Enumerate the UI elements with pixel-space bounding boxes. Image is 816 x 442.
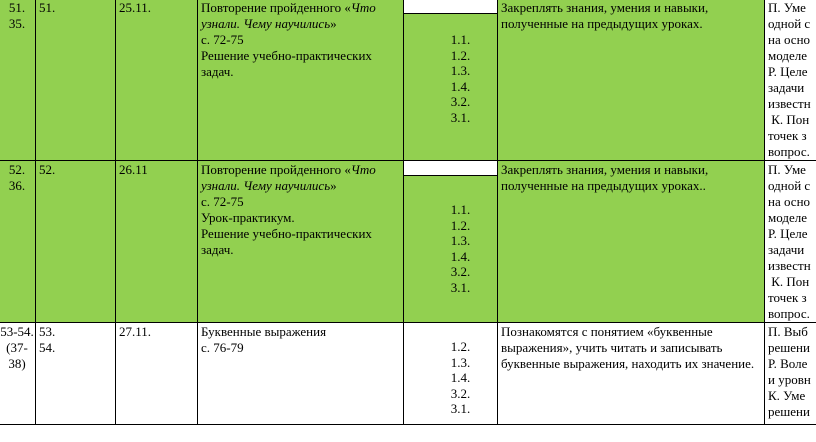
topic-prefix: Повторение пройденного «	[201, 162, 351, 177]
lesson-number: 52.	[39, 162, 56, 177]
topic-line-2	[201, 178, 401, 194]
uud-line: вопрос.	[768, 306, 810, 321]
uud-cell	[765, 323, 816, 425]
uud-line: Р. Воле	[768, 356, 808, 371]
uud-line: и уровн	[768, 372, 811, 387]
uud-line: задачи	[768, 242, 805, 257]
lesson-date: 27.11.	[119, 324, 152, 339]
topic-cell	[198, 0, 404, 161]
topic-line-1	[201, 0, 401, 16]
uud-line: решени	[768, 340, 810, 355]
lesson-type-2: задач.	[201, 242, 234, 257]
uud-line: К. Пон	[768, 274, 810, 289]
uud-cell	[765, 161, 816, 323]
row-number-alt: (37-	[6, 340, 28, 355]
row-number-alt-2: 38)	[8, 356, 26, 371]
uud-line: решени	[768, 404, 810, 419]
topic-pages: с. 72-75	[201, 32, 244, 47]
code-item: 1.2.	[450, 217, 471, 233]
goal-line-2: полученные на предыдущих уроках.	[501, 16, 703, 31]
topic-line-1	[201, 162, 401, 178]
code-item: 3.1.	[450, 401, 471, 416]
uud-line: П. Уме	[768, 0, 806, 15]
table-row	[0, 0, 816, 161]
lesson-number-cell	[36, 0, 116, 161]
uud-line: известн	[768, 258, 811, 273]
row-number-cell	[0, 0, 36, 161]
uud-line: П. Уме	[768, 162, 806, 177]
goal-line-2: выражения», учить читать и записывать	[501, 340, 723, 355]
uud-line: К. Пон	[768, 112, 810, 127]
lesson-type-0: Урок-практикум.	[201, 210, 295, 225]
goal-line-1: Закреплять знания, умения и навыки,	[501, 162, 709, 177]
row-number: 53-54.	[0, 324, 34, 339]
code-item: 3.2.	[450, 264, 471, 279]
row-number-alt: 35.	[8, 16, 26, 31]
topic-italic-2: узнали. Чему научились	[201, 178, 331, 193]
topic-cell	[198, 161, 404, 323]
row-number-cell	[0, 161, 36, 323]
table-row	[0, 323, 816, 425]
goal-line-3: буквенные выражения, находить их значение.	[501, 356, 755, 371]
lesson-number-cell	[36, 161, 116, 323]
uud-line: на осно	[768, 194, 811, 209]
code-list	[404, 176, 497, 295]
lesson-number-cell	[36, 323, 116, 425]
codes-cell	[404, 161, 498, 323]
code-item: 1.4.	[450, 248, 471, 264]
topic-suffix: »	[330, 178, 337, 193]
uud-line: К. Уме	[768, 388, 806, 403]
uud-line: Р. Целе	[768, 226, 808, 241]
topic-italic-2: узнали. Чему научились	[201, 16, 331, 31]
row-number-cell	[0, 323, 36, 425]
goal-cell	[498, 161, 765, 323]
date-cell	[116, 0, 198, 161]
goal-line-1: Познакомятся с понятием «буквенные	[501, 324, 713, 339]
row-number-alt: 36.	[8, 178, 26, 193]
code-list	[404, 14, 497, 125]
lesson-type-2: задач.	[201, 64, 234, 79]
uud-line: одной с	[768, 16, 811, 31]
uud-line: задачи	[768, 80, 805, 95]
code-item: 3.1.	[450, 109, 471, 125]
date-cell	[116, 323, 198, 425]
code-item: 1.2.	[450, 47, 471, 63]
table-row	[0, 161, 816, 323]
uud-line: моделе	[768, 210, 807, 225]
topic-line-2	[201, 16, 401, 32]
code-item: 1.3.	[450, 354, 471, 370]
goal-cell	[498, 323, 765, 425]
code-item: 3.2.	[450, 94, 471, 109]
goal-line-2: полученные на предыдущих уроках..	[501, 178, 706, 193]
code-header-box	[404, 0, 498, 14]
uud-line: вопрос.	[768, 144, 810, 159]
uud-line: Р. Целе	[768, 64, 808, 79]
code-item: 1.4.	[450, 78, 471, 94]
code-item: 1.2.	[450, 339, 471, 354]
uud-line: точек з	[768, 128, 807, 143]
code-item: 1.3.	[450, 233, 471, 248]
uud-line: известн	[768, 96, 811, 111]
topic-italic-1: Что	[350, 0, 376, 15]
goal-cell	[498, 0, 765, 161]
goal-line-1: Закреплять знания, умения и навыки,	[501, 0, 709, 15]
lesson-type-1: Решение учебно-практических	[201, 226, 372, 241]
uud-line: моделе	[768, 48, 807, 63]
date-cell	[116, 161, 198, 323]
uud-line: точек з	[768, 290, 807, 305]
lesson-date: 25.11.	[119, 0, 152, 15]
code-header-box	[404, 161, 498, 176]
uud-line: на осно	[768, 32, 811, 47]
code-item: 1.1.	[450, 32, 471, 47]
topic-cell	[198, 323, 404, 425]
topic-italic-1: Что	[350, 162, 376, 177]
topic-title: Буквенные выражения	[201, 324, 327, 339]
topic-pages: с. 76-79	[201, 340, 244, 355]
uud-cell	[765, 0, 816, 161]
topic-suffix: »	[330, 16, 337, 31]
row-number: 51.	[8, 0, 26, 15]
codes-cell	[404, 323, 498, 425]
uud-line: одной с	[768, 178, 811, 193]
code-item: 1.1.	[450, 202, 471, 217]
topic-prefix: Повторение пройденного «	[201, 0, 351, 15]
code-item: 3.2.	[450, 385, 471, 401]
code-item: 3.1.	[450, 279, 471, 295]
uud-line: П. Выб	[768, 324, 808, 339]
lesson-number: 51.	[39, 0, 56, 15]
lesson-number-2: 54.	[39, 340, 56, 355]
codes-cell	[404, 0, 498, 161]
lesson-type-1: Решение учебно-практических	[201, 48, 372, 63]
lesson-number: 53.	[39, 324, 56, 339]
lesson-date: 26.11	[119, 162, 148, 177]
row-number: 52.	[8, 162, 26, 177]
code-item: 1.4.	[450, 370, 471, 385]
code-list	[404, 323, 497, 417]
code-item: 1.3.	[450, 63, 471, 78]
topic-pages: с. 72-75	[201, 194, 244, 209]
